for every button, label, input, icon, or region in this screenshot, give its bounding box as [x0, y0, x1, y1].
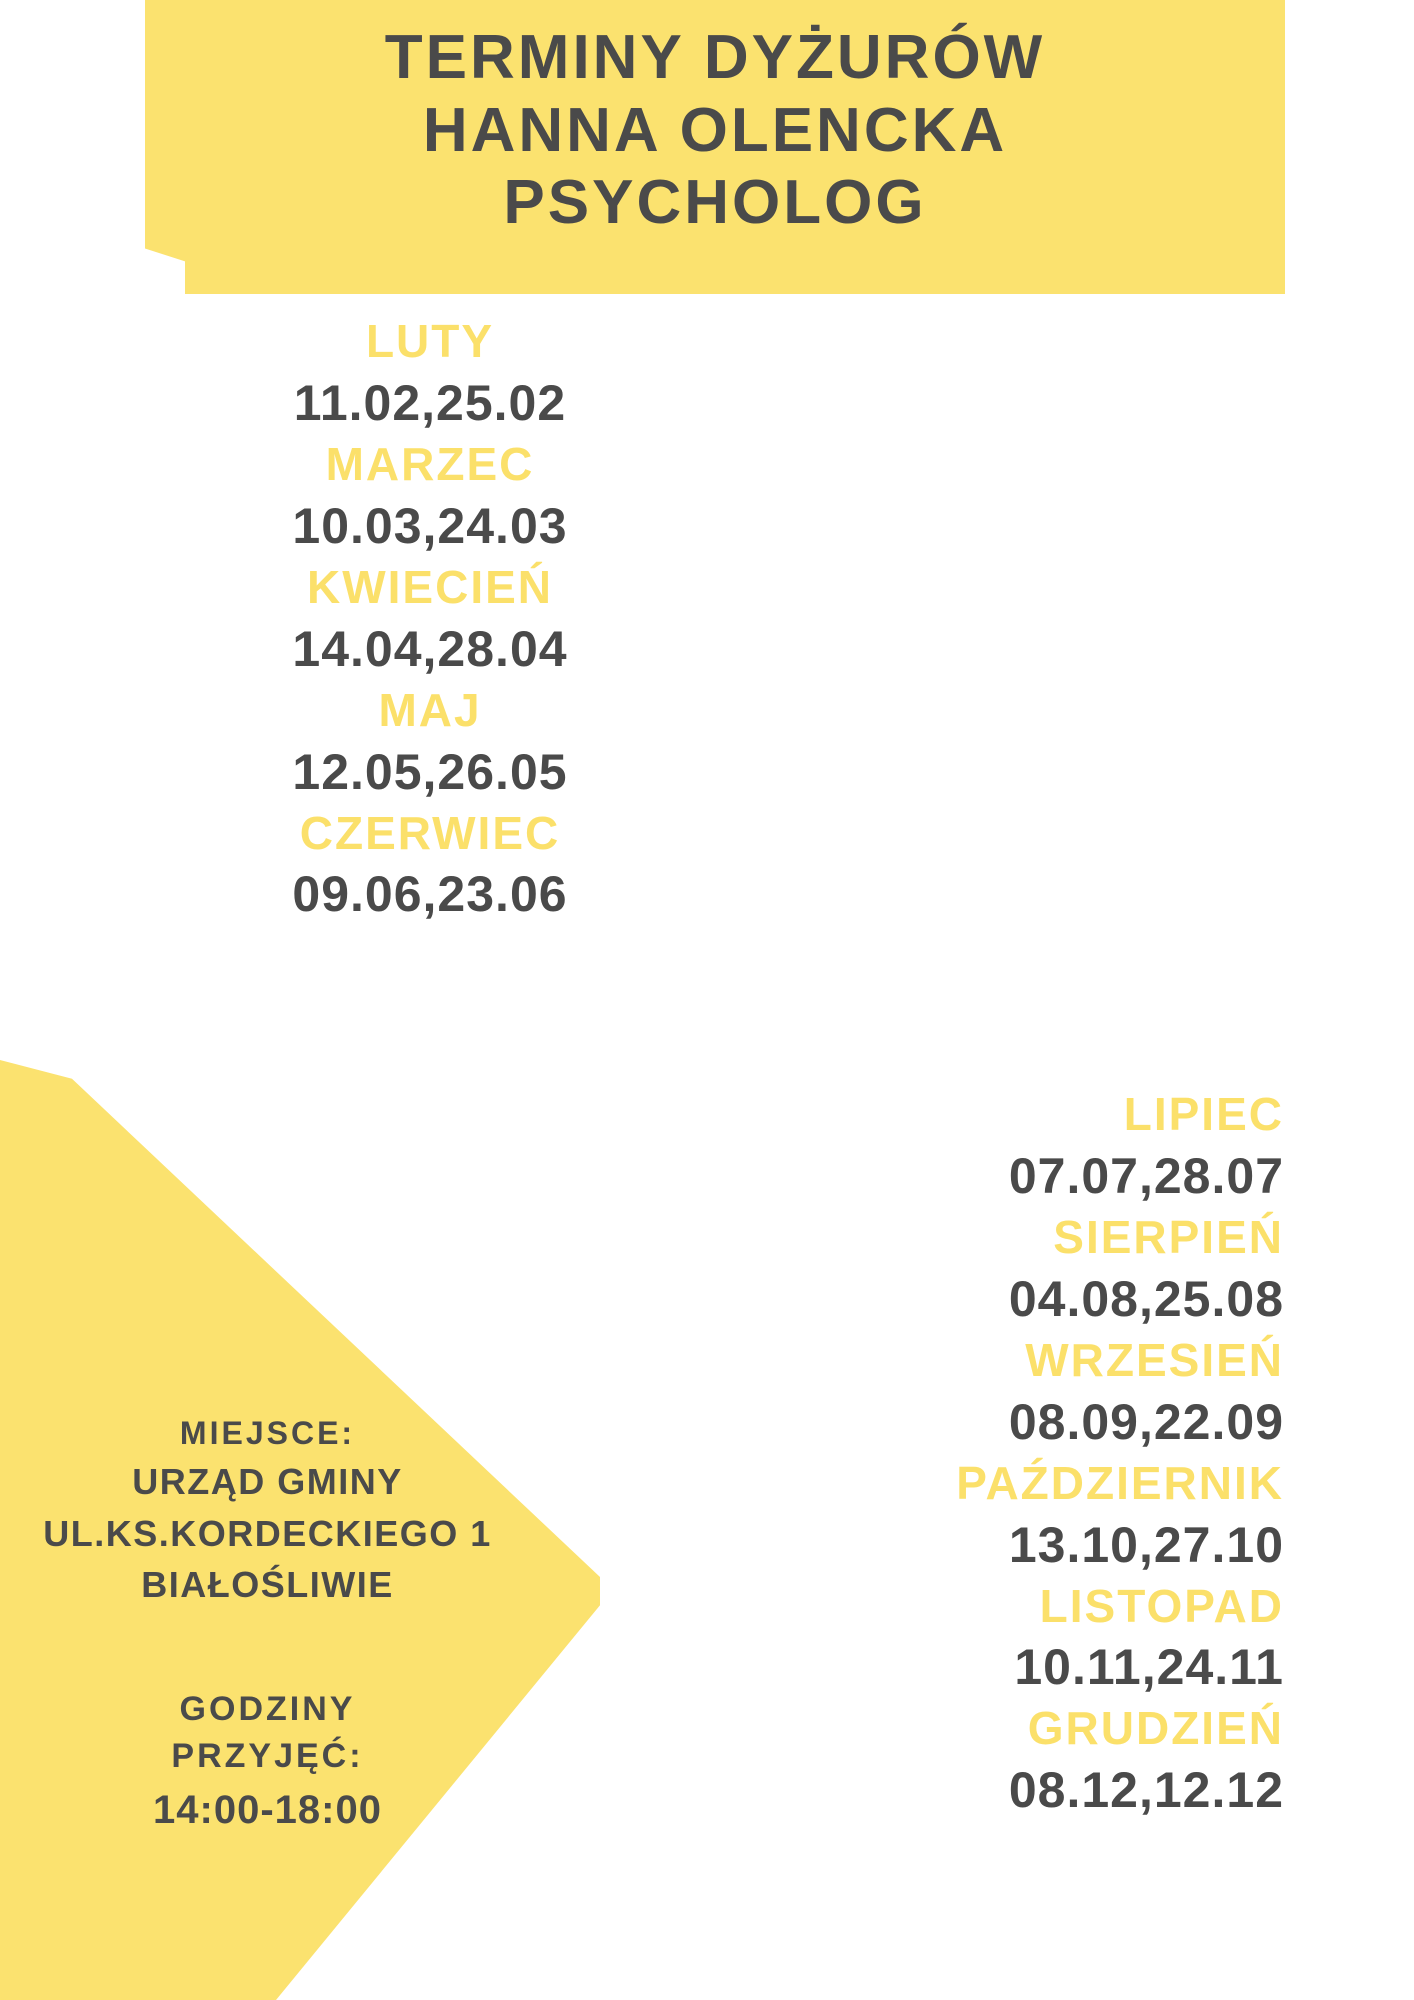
- schedule-second-half: [724, 1085, 1284, 1822]
- place-line-3: BIAŁOŚLIWIE: [141, 1563, 394, 1605]
- page-title: [145, 22, 1285, 240]
- month-dates-lipiec: 07.07,28.07: [1008, 1147, 1284, 1204]
- month-dates-luty: 11.02,25.02: [293, 374, 567, 431]
- month-dates-wrzesien: 08.09,22.09: [1008, 1393, 1284, 1450]
- schedule-first-half: [170, 312, 690, 926]
- month-name-maj: MAJ: [378, 683, 482, 736]
- month-dates-maj: 12.05,26.05: [292, 743, 568, 800]
- title-line-1: TERMINY DYŻURÓW: [384, 23, 1046, 92]
- month-name-czerwiec: CZERWIEC: [299, 806, 561, 859]
- place-line-2: UL.KS.KORDECKIEGO 1: [43, 1512, 492, 1554]
- month-name-pazdziernik: PAŹDZIERNIK: [956, 1456, 1284, 1509]
- month-name-wrzesien: WRZESIEŃ: [1025, 1333, 1284, 1386]
- month-name-grudzien: GRUDZIEŃ: [1027, 1702, 1284, 1755]
- month-dates-listopad: 10.11,24.11: [1014, 1639, 1284, 1696]
- month-name-listopad: LISTOPAD: [1039, 1579, 1284, 1632]
- hours-label-line-2: PRZYJĘĆ:: [171, 1737, 364, 1776]
- header-band-bottom: [185, 232, 1285, 294]
- month-dates-kwiecien: 14.04,28.04: [292, 620, 568, 677]
- month-name-marzec: MARZEC: [325, 437, 535, 490]
- month-name-lipiec: LIPIEC: [1123, 1088, 1284, 1140]
- title-line-3: PSYCHOLOG: [503, 168, 927, 238]
- poster-header: [0, 0, 1414, 300]
- hours-value: 14:00-18:00: [153, 1787, 382, 1832]
- info-block: [0, 1410, 535, 1839]
- month-dates-czerwiec: 09.06,23.06: [292, 866, 568, 923]
- place-line-1: URZĄD GMINY: [132, 1461, 403, 1503]
- month-dates-sierpien: 04.08,25.08: [1008, 1270, 1284, 1327]
- month-name-sierpien: SIERPIEŃ: [1053, 1210, 1284, 1263]
- info-spacer: [0, 1610, 535, 1686]
- hours-label-line-1: GODZINY: [179, 1689, 356, 1728]
- month-dates-marzec: 10.03,24.03: [292, 497, 568, 554]
- month-dates-grudzien: 08.12,12.12: [1008, 1762, 1284, 1819]
- title-line-2: HANNA OLENCKA: [422, 95, 1008, 165]
- place-label: MIEJSCE:: [179, 1415, 356, 1451]
- month-dates-pazdziernik: 13.10,27.10: [1008, 1516, 1284, 1573]
- month-name-luty: LUTY: [365, 315, 495, 367]
- month-name-kwiecien: KWIECIEŃ: [307, 560, 553, 613]
